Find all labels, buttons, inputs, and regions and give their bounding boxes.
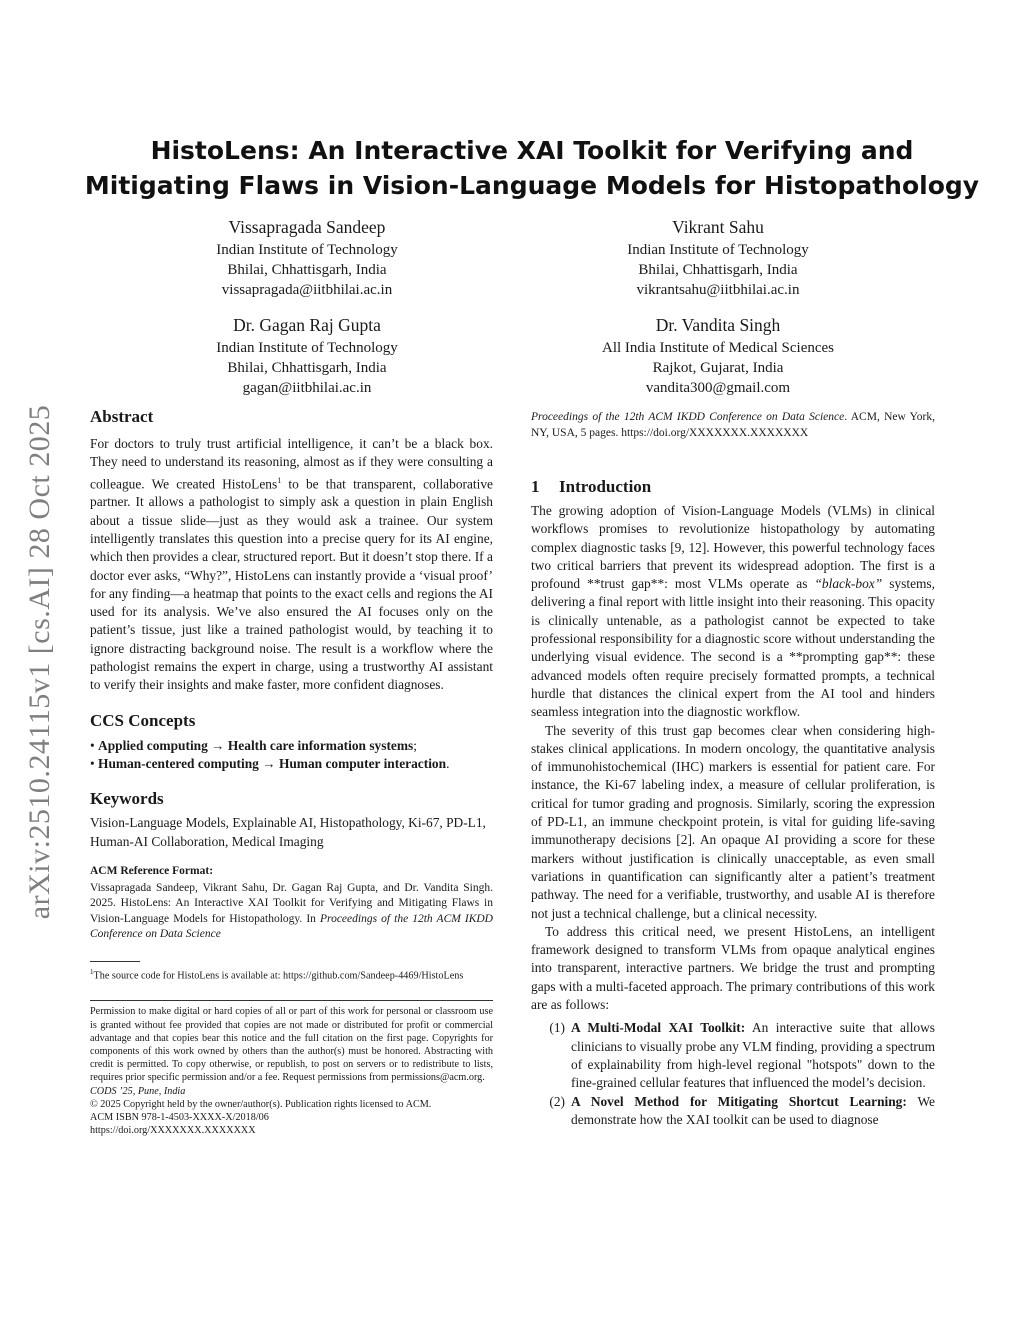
author-name: Vissapragada Sandeep bbox=[228, 217, 386, 237]
author-name: Dr. Gagan Raj Gupta bbox=[233, 315, 381, 335]
keywords-heading: Keywords bbox=[90, 789, 164, 809]
author-block bbox=[97, 215, 517, 300]
author-email: vandita300@gmail.com bbox=[645, 380, 791, 396]
footnote-marker: 1 bbox=[277, 475, 282, 485]
permission-block bbox=[90, 1000, 493, 1137]
arxiv-stamp bbox=[0, 0, 80, 1325]
left-column bbox=[90, 405, 493, 1137]
acm-reference-heading: ACM Reference Format: bbox=[90, 864, 214, 877]
ccs-heading: CCS Concepts bbox=[90, 710, 196, 730]
doi-text: https://doi.org/XXXXXXX.XXXXXXX bbox=[90, 1125, 256, 1137]
isbn-text: ACM ISBN 978-1-4503-XXXX-X/2018/06 bbox=[90, 1112, 269, 1124]
paper-title bbox=[80, 133, 984, 203]
author-location: Rajkot, Gujarat, India bbox=[652, 360, 784, 376]
ccs-item: • Applied computing → Health care information systems; bbox=[90, 737, 417, 753]
title-line-1: HistoLens: An Interactive XAI Toolkit for Verifying and bbox=[150, 136, 914, 165]
footnote bbox=[90, 961, 493, 983]
list-item: (2) A Novel Method for Mitigating Shortcut Learning: We demonstrate how the XAI toolkit can be used to diagnose bbox=[531, 1093, 935, 1130]
arxiv-identifier: arXiv:2510.24115v1 [cs.AI] 28 Oct 2025 bbox=[23, 404, 56, 920]
list-item: (1) A Multi-Modal XAI Toolkit: An interactive suite that allows clinicians to visually probe any VLM finding, providing a spectrum of explainability from high-level regional "hotspots" down to the fine-grained cellular features that influenced the model’s decision. bbox=[531, 1019, 935, 1092]
permission-rule bbox=[90, 1000, 493, 1001]
abstract-text: For doctors to truly trust artificial intelligence, it can’t be a black box. They need to understand its reasoning, almost as if they were consulting a colleague. We created HistoLens$^1$ to be that transparent, collaborative partner. It allows a pathologist to simply ask a question in plain English about a tissue slide—just as they would ask a trainee. Our system intelligently translates this question into a precise query for its AI engine, which then provides a clear, structured report. But it doesn’t stop there. If a doctor ever asks, “Why?”, HistoLens can instantly provide a ‘visual proof’ for any finding—a heatmap that points to the exact cells and regions the AI used for its analysis. We’ve also ensured the AI focuses only on the patient’s tissue, just like a trained pathologist would, by teaching it to ignore distracting background noise. The result is a workflow where the pathologist remains the expert in charge, using a trustworthy AI assistant to verify their insights and make faster, more confident diagnoses. bbox=[90, 436, 493, 693]
footnote-text: $^1$The source code for HistoLens is available at: https://github.com/Sandeep-4469/HistoLens bbox=[90, 967, 464, 982]
author-location: Bhilai, Chhattisgarh, India bbox=[638, 262, 798, 278]
contributions-list bbox=[531, 1019, 935, 1129]
author-location: Bhilai, Chhattisgarh, India bbox=[227, 262, 387, 278]
right-column bbox=[531, 410, 935, 1129]
author-block bbox=[97, 313, 517, 398]
author-affiliation: All India Institute of Medical Sciences bbox=[601, 340, 835, 356]
author-name: Vikrant Sahu bbox=[672, 217, 764, 237]
list-marker: (2) bbox=[549, 1093, 565, 1109]
list-marker: (1) bbox=[549, 1020, 565, 1036]
author-name: Dr. Vandita Singh bbox=[655, 315, 781, 335]
section-number: 1 bbox=[531, 477, 540, 496]
intro-paragraph: The severity of this trust gap becomes clear when considering high-stakes clinical applications. In modern oncology, the quantitative analysis of immunohistochemical (IHC) markers is essential for patient care. For instance, the Ki-67 labeling index, a measure of cellular proliferation, is critical for tumor grading and prognosis. Similarly, scoring the expression of PD-L1, an immune checkpoint protein, is vital for guiding life-saving immunotherapy decisions [2]. An opaque AI providing a score for these markers without justification is clinically unacceptable, as even small variations in quantification can significantly alter a patient’s treatment pathway. The need for a verifiable, trustworthy, and usable AI is therefore not just a technical challenge, but a clinical necessity. bbox=[531, 722, 935, 921]
abstract-heading: Abstract bbox=[90, 407, 154, 426]
acm-reference-continuation: Proceedings of the 12th ACM IKDD Conference on Data Science. ACM, New York, NY, USA, 5 pages. https://doi.org/XXXXXXX.XXXXXXX bbox=[531, 411, 935, 439]
introduction-heading bbox=[531, 475, 935, 499]
author-location: Bhilai, Chhattisgarh, India bbox=[227, 360, 387, 376]
author-block bbox=[508, 313, 928, 398]
title-line-2: Mitigating Flaws in Vision-Language Models for Histopathology bbox=[84, 171, 980, 200]
acm-reference-text: Vissapragada Sandeep, Vikrant Sahu, Dr. Gagan Raj Gupta, and Dr. Vandita Singh. 2025. HistoLens: An Interactive XAI Toolkit for Verifying and Mitigating Flaws in Vision-Language Models for Histopathology. In Proceedings of the 12th ACM IKDD Conference on Data Science bbox=[90, 881, 493, 941]
keywords-text: Vision-Language Models, Explainable AI, Histopathology, Ki-67, PD-L1, Human-AI Collaboration, Medical Imaging bbox=[90, 815, 486, 849]
author-affiliation: Indian Institute of Technology bbox=[216, 340, 398, 356]
author-email: gagan@iitbhilai.ac.in bbox=[242, 380, 372, 396]
intro-paragraph: To address this critical need, we present HistoLens, an intelligent framework designed to transform VLMs from opaque analytical engines into transparent, interactive partners. We bridge the trust and prompting gaps with a multi-faceted approach. The primary contributions of this work are as follows: bbox=[531, 923, 935, 1013]
author-affiliation: Indian Institute of Technology bbox=[216, 242, 398, 258]
copyright-text: © 2025 Copyright held by the owner/author(s). Publication rights licensed to ACM. bbox=[90, 1098, 432, 1110]
intro-paragraph: The growing adoption of Vision-Language Models (VLMs) in clinical workflows promises to revolutionize histopathology by automating complex diagnostic tasks [9, 12]. However, this powerful technology faces two critical barriers that prevent its widespread adoption. The first is a profound **trust gap**: most VLMs operate as “black-box” systems, delivering a final report with little insight into their reasoning. This opacity is clinically untenable, as a pathologist cannot be expected to take professional responsibility for a diagnostic score without understanding the underlying visual evidence. The second is a **prompting gap**: these advanced models often require precisely formatted prompts, a technical hurdle that distances the clinical expert from the AI tool and hinders seamless integration into the diagnostic workflow. bbox=[531, 503, 935, 720]
author-block bbox=[508, 215, 928, 300]
ccs-item: • Human-centered computing → Human computer interaction. bbox=[90, 755, 450, 771]
venue-text: CODS ’25, Pune, India bbox=[90, 1085, 186, 1097]
author-email: vikrantsahu@iitbhilai.ac.in bbox=[636, 282, 800, 298]
author-affiliation: Indian Institute of Technology bbox=[627, 242, 809, 258]
author-email: vissapragada@iitbhilai.ac.in bbox=[221, 282, 393, 298]
permission-text: Permission to make digital or hard copies of all or part of this work for personal or classroom use is granted without fee provided that copies are not made or distributed for profit or commercial advantage and that copies bear this notice and the full citation on the first page. Copyrights for components of this work owned by others than the author(s) must be honored. Abstracting with credit is permitted. To copy otherwise, or republish, to post on servers or to redistribute to lists, requires prior specific permission and/or a fee. Request permissions from permissions@acm.org. bbox=[90, 1006, 493, 1084]
footnote-rule bbox=[90, 961, 140, 962]
ccs-list bbox=[90, 737, 493, 774]
section-title: Introduction bbox=[559, 477, 652, 496]
